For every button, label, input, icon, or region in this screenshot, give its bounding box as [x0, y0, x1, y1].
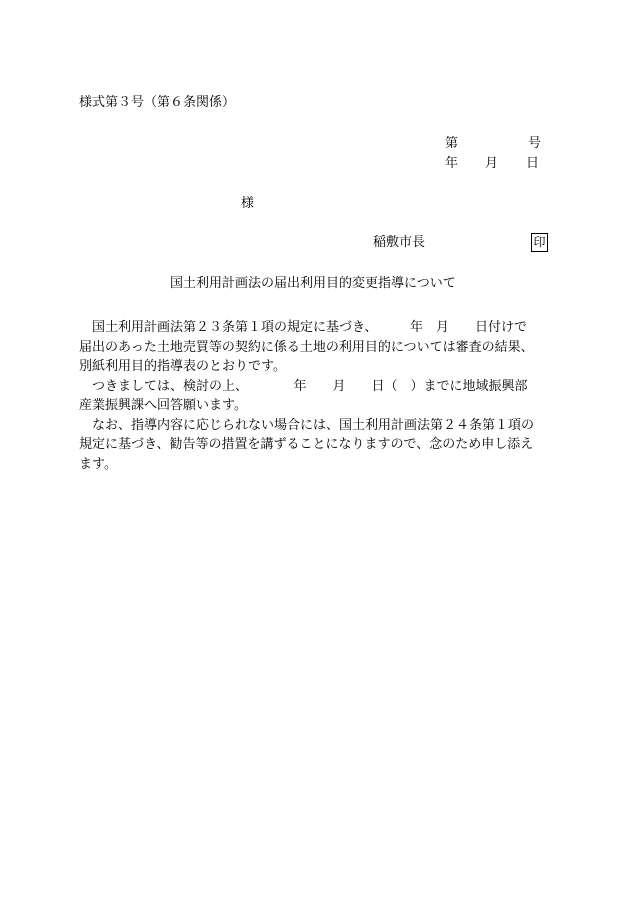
body-text — [79, 318, 555, 474]
seal-stamp: 印 — [531, 233, 548, 252]
body-line: 産業振興課へ回答願います。 — [79, 398, 247, 413]
body-line: ます。 — [79, 456, 117, 472]
body-line: つきましては、検討の上、 年 月 日（ ）までに地域振興部 — [79, 378, 528, 394]
body-line: 国土利用計画法第２３条第１項の規定に基づき、 年 月 日付けで — [79, 320, 527, 335]
body-line: なお、指導内容に応じられない場合には、国土利用計画法第２４条第１項の — [79, 417, 535, 433]
issue-date-month: 月 — [485, 156, 499, 171]
sender-name: 稲敷市長 — [373, 235, 426, 250]
document-number-suffix: 号 — [528, 136, 542, 151]
form-label: 様式第３号（第６条関係） — [79, 95, 236, 110]
addressee-honorific: 様 — [241, 196, 255, 211]
body-line: 別紙利用目的指導表のとおりです。 — [79, 359, 286, 374]
document-subject: 国土利用計画法の届出利用目的変更指導について — [170, 276, 456, 291]
body-line: 規定に基づき、勧告等の措置を講ずることになりますので、念のため申し添え — [79, 437, 534, 452]
issue-date-day: 日 — [526, 156, 540, 171]
issue-date-year: 年 — [445, 156, 459, 171]
document-number-prefix: 第 — [445, 136, 459, 151]
body-line: 届出のあった土地売買等の契約に係る土地の利用目的については審査の結果、 — [79, 339, 534, 355]
